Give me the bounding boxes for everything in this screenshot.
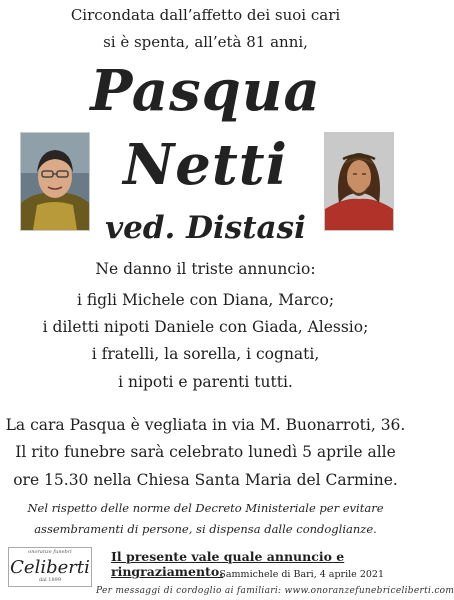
intro-line-2: si è spenta, all’età 81 anni,: [103, 33, 308, 51]
covid-note-line: assembramenti di persone, si dispensa dalle condoglianze.: [34, 522, 377, 536]
announcement-line: i figli Michele con Diana, Marco;: [76, 291, 335, 309]
intro-line-1: Circondata dall’affetto dei suoi cari: [70, 6, 341, 24]
vigil-line: La cara Pasqua è vegliata in via M. Buonarroti, 36.: [5, 416, 406, 434]
announcement-line: i fratelli, la sorella, i cognati,: [91, 345, 320, 363]
closing-line: Il presente vale quale annuncio e ringraziamento.: [111, 549, 345, 579]
logo-name: Celiberti: [10, 557, 90, 578]
footer-website: Per messaggi di cordoglio ai familiari: www.onoranzefunebriceliberti.com: [96, 586, 454, 596]
covid-note-line: Nel rispetto delle norme del Decreto Ministeriale per evitare: [27, 501, 384, 515]
widow-of: ved. Distasi: [105, 210, 306, 246]
announcement-line: i nipoti e parenti tutti.: [118, 373, 293, 391]
logo-since: dal 1899: [38, 577, 62, 583]
religious-image: [324, 132, 394, 231]
deceased-last-name: Netti: [123, 132, 288, 198]
vigil-line: Il rito funebre sarà celebrato lunedì 5 aprile alle: [15, 443, 396, 461]
deceased-photo: [20, 132, 90, 231]
vigil-line: ore 15.30 nella Chiesa Santa Maria del Carmine.: [13, 471, 398, 489]
announcement-line: i diletti nipoti Daniele con Giada, Alessio;: [42, 318, 369, 336]
place-date: Sammichele di Bari, 4 aprile 2021: [219, 569, 384, 580]
deceased-first-name: Pasqua: [90, 58, 321, 124]
logo-tagline: onoranze funebri: [28, 549, 72, 555]
funeral-home-logo: [8, 547, 92, 587]
announcement-line: Ne danno il triste annuncio:: [95, 260, 316, 278]
